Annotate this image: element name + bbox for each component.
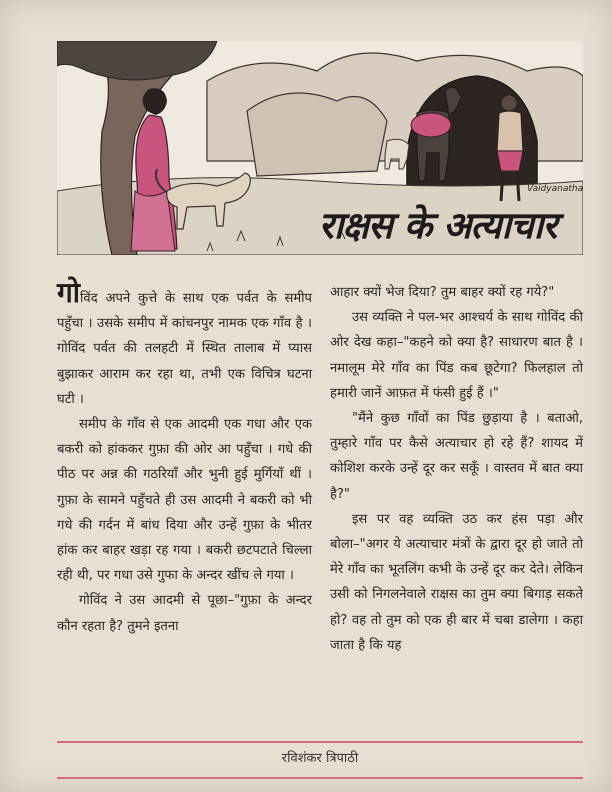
dropcap: गो bbox=[57, 276, 81, 309]
story-title: राक्षस के अत्याचार bbox=[318, 204, 557, 247]
man-body bbox=[497, 111, 523, 151]
grain-bundle bbox=[411, 113, 451, 137]
paragraph-2: समीप के गाँव से एक आदमी एक गधा और एक बकरी को हांककर गुफ़ा की ओर आ पहुँचा । गधे की पीठ पर अन्न की गठरियाँ और भुनी हुई मुर्गियाँ थीं । गुफ़ा के सामने पहुँचते ही उस आदमी ने बकरी को भी गधे की गर्दन में बांध दिया और उन्हें गुफ़ा के भीतर हांक कर बाहर खड़ा रह गया । बकरी छटपटाते चिल्ला रही थी, पर गधा उसे गुफा के अन्दर खींच ले गया । bbox=[57, 417, 312, 584]
paragraph-6: "मैंने कुछ गाँवों का पिंड छुड़ाया है । बताओ, तुम्हारे गाँव पर कैसे अत्याचार हो रहे हैं? शायद में कोशिश करके उन्हें दूर कर सकूँ । वास्तव में बात क्या है?" bbox=[330, 411, 583, 502]
paragraph-1 bbox=[57, 276, 312, 412]
left-column bbox=[57, 276, 312, 639]
footer-rule-bottom bbox=[57, 777, 583, 779]
man-dhoti bbox=[497, 151, 523, 171]
paragraph-5: उस व्यक्ति ने पल-भर आश्चर्य के साथ गोविंद की ओर देख कहा–"कहने को क्या है? साधारण बात है । नमालूम मेरे गाँव का पिंड कब छूटेगा? फिलहाल तो हमारी जानें आफ़त में फंसी हुई हैं ।" bbox=[330, 310, 583, 401]
right-column bbox=[330, 280, 583, 658]
paragraph-3: गोविंद ने उस आदमी से पूछा–"गुफ़ा के अन्दर कौन रहता है? तुमने इतना bbox=[57, 593, 312, 634]
footer-rule-top bbox=[57, 741, 583, 743]
paragraph-7: इस पर वह व्यक्ति उठ कर हंस पड़ा और बोला–"अगर ये अत्याचार मंत्रों के द्वारा दूर हो जाते तो मेरे गाँव का भूतलिंग कभी के उन्हें दूर कर देते। लेकिन उसी को निगलनेवाले राक्षस का तुम क्या बिगाड़ सकते हो? वह तो तुम को एक ही बार में चबा डालेगा । कहा जाता है कि यह bbox=[330, 511, 583, 653]
rock-boulder bbox=[247, 93, 387, 176]
paragraph-1-text: विंद अपने कुत्ते के साथ एक पर्वत के समीप पहुँचा । उसके समीप में कांचनपुर नामक एक गाँव है । गोविंद पर्वत की तलहटी में स्थित तालाब में प्यास बुझाकर आराम कर रहा था, तभी एक विचित्र घटना घटी । bbox=[57, 291, 312, 407]
man-head bbox=[501, 95, 517, 111]
artist-signature: Vaidyanatha bbox=[527, 184, 583, 194]
paragraph-4: आहार क्यों भेज दिया? तुम बाहर क्यों रह गये?" bbox=[330, 285, 555, 300]
author-name: रविशंकर त्रिपाठी bbox=[281, 751, 359, 766]
